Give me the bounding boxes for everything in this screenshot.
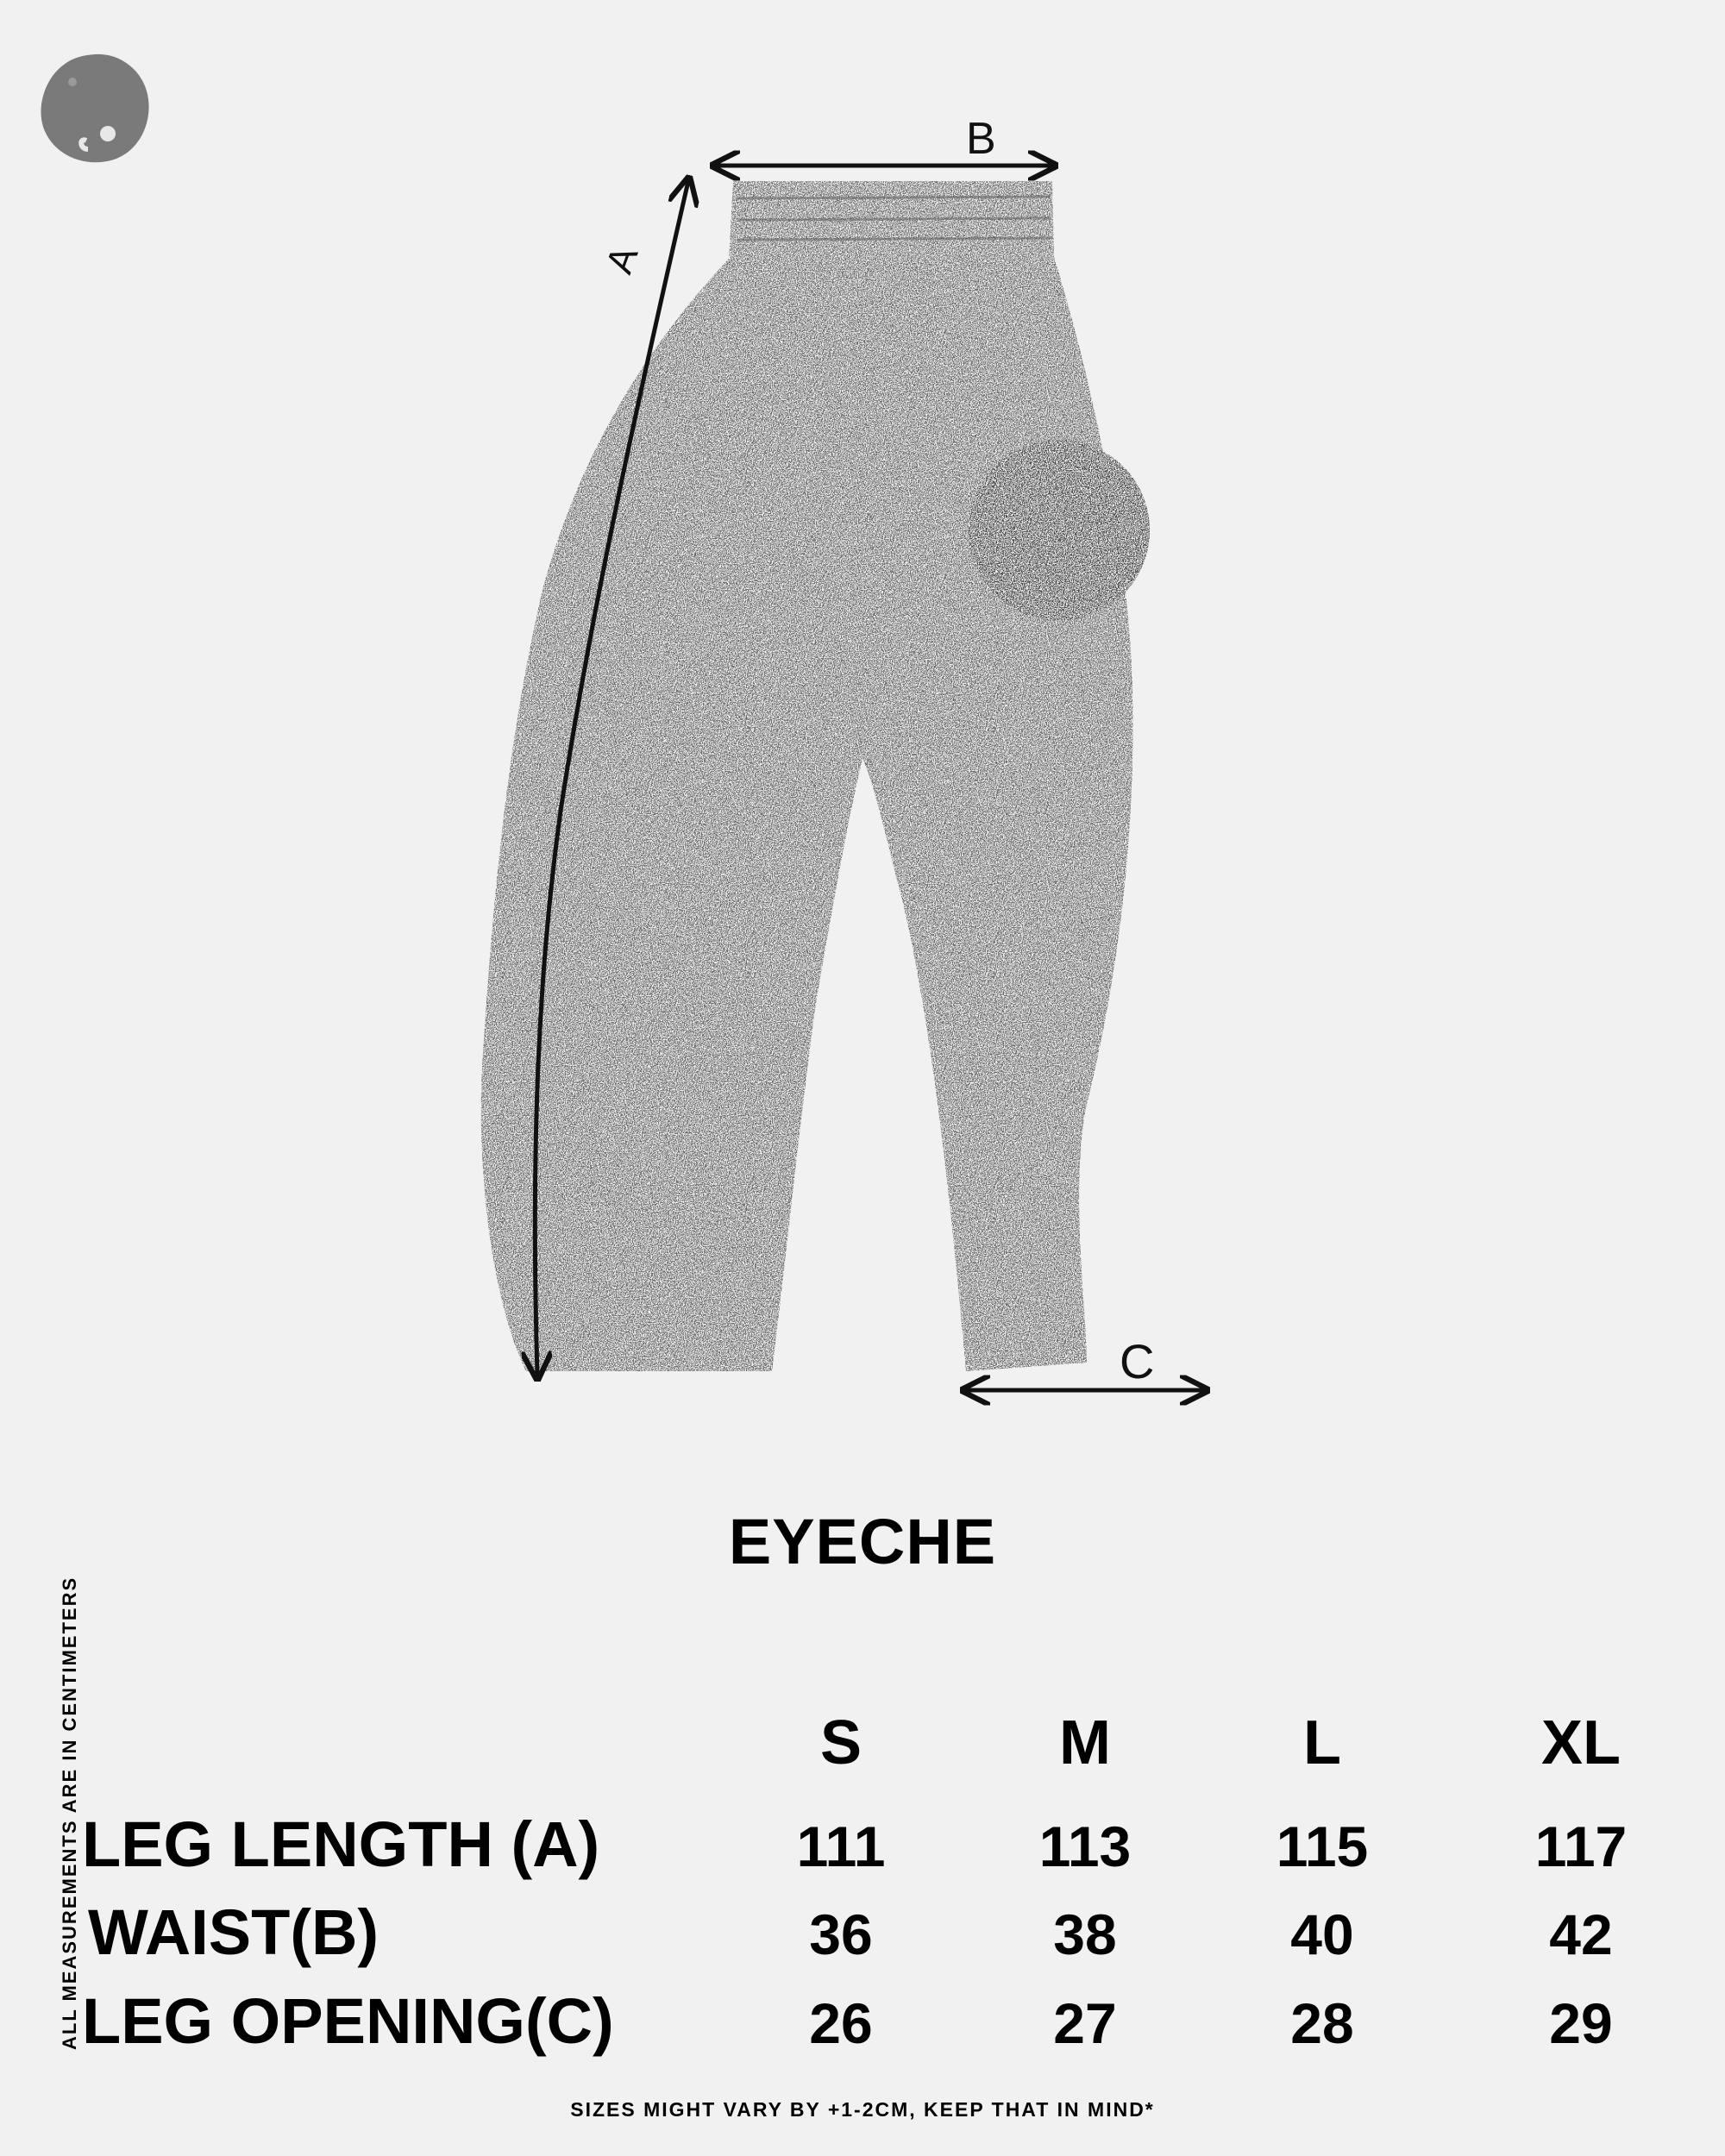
table-cell: 40 <box>1290 1902 1354 1966</box>
size-header-l: L <box>1303 1708 1341 1777</box>
table-cell: 117 <box>1534 1814 1628 1878</box>
label-b: B <box>966 114 996 164</box>
eye-patch <box>969 440 1150 621</box>
size-header-xl: XL <box>1540 1708 1621 1777</box>
row-label-leg-length: LEG LENGTH (A) <box>82 1808 600 1880</box>
product-title: EYECHE <box>728 1506 997 1577</box>
trousers-illustration <box>448 103 1276 1414</box>
table-cell: 38 <box>1053 1902 1117 1966</box>
size-variance-note: SIZES MIGHT VARY BY +1-2CM, KEEP THAT IN MIND* <box>570 2098 1155 2121</box>
label-c: C <box>1120 1334 1155 1388</box>
table-cell: 42 <box>1549 1902 1613 1966</box>
table-cell: 36 <box>809 1902 873 1966</box>
trousers-body <box>481 257 1133 1371</box>
table-cell: 115 <box>1276 1814 1369 1878</box>
table-cell: 29 <box>1549 1991 1613 2055</box>
measurement-unit-note: ALL MEASUREMENTS ARE IN CENTIMETERS <box>59 1576 80 2050</box>
table-cell: 113 <box>1038 1814 1132 1878</box>
row-label-leg-opening: LEG OPENING(C) <box>82 1985 614 2057</box>
brand-logo-icon <box>34 47 155 168</box>
label-a: A <box>598 241 647 279</box>
size-header-s: S <box>819 1708 862 1777</box>
size-header-m: M <box>1059 1708 1111 1777</box>
row-label-waist: WAIST(B) <box>88 1896 380 1968</box>
table-cell: 111 <box>796 1814 886 1878</box>
table-cell: 26 <box>809 1991 873 2055</box>
table-cell: 28 <box>1290 1991 1354 2055</box>
table-cell: 27 <box>1053 1991 1117 2055</box>
